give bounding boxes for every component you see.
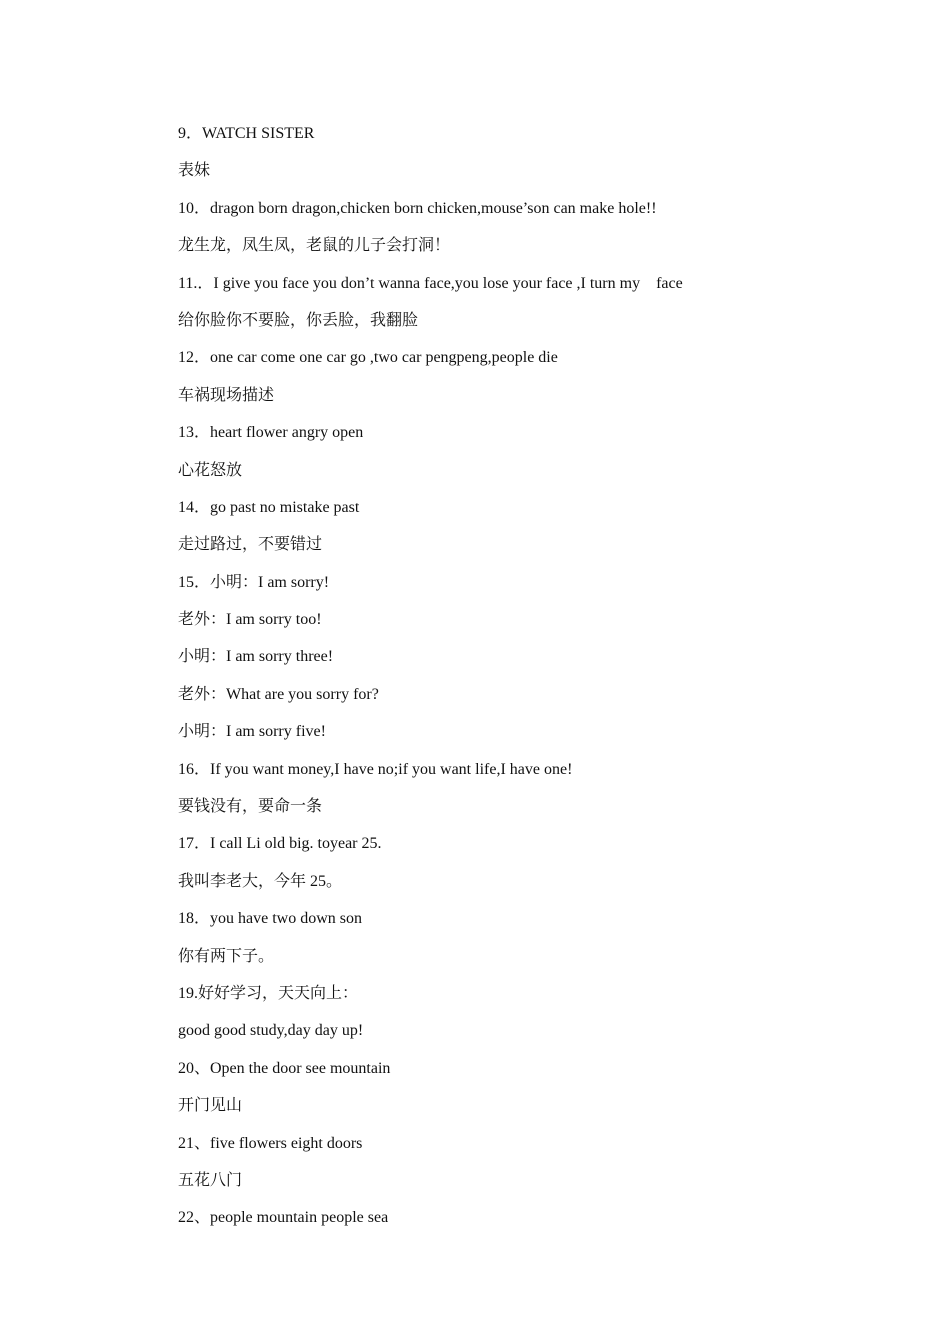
text-line: 19.好好学习，天天向上： bbox=[178, 984, 359, 1002]
text-line: 小明：I am sorry five! bbox=[178, 723, 326, 741]
text-line: 我叫李老大，今年 25。 bbox=[178, 872, 343, 890]
text-line: 开门见山 bbox=[178, 1097, 243, 1115]
text-line: 11.．I give you face you don’t wanna face,you lose your face ,I turn my face bbox=[178, 274, 683, 292]
text-line: 18．you have two down son bbox=[178, 910, 362, 928]
text-line: 13．heart flower angry open bbox=[178, 424, 364, 442]
text-line: 17．I call Li old big. toyear 25. bbox=[178, 835, 382, 853]
text-line: 14．go past no mistake past bbox=[178, 498, 360, 516]
text-line: 9．WATCH SISTER bbox=[178, 125, 315, 142]
text-line: 给你脸你不要脸，你丢脸，我翻脸 bbox=[178, 311, 419, 329]
text-line: 五花八门 bbox=[178, 1171, 243, 1189]
document-body bbox=[178, 122, 878, 1244]
text-line: 老外：What are you sorry for? bbox=[178, 685, 379, 703]
text-line: 车祸现场描述 bbox=[178, 386, 275, 404]
text-line: 10．dragon born dragon,chicken born chicken,mouse’son can make hole!! bbox=[178, 199, 657, 217]
text-line: 12．one car come one car go ,two car pengpeng,people die bbox=[178, 349, 558, 367]
text-line: 龙生龙，凤生凤，老鼠的儿子会打洞！ bbox=[178, 237, 451, 255]
text-line: 表妹 bbox=[178, 162, 211, 180]
text-line: 心花怒放 bbox=[178, 461, 243, 479]
text-line: 你有两下子。 bbox=[178, 947, 275, 965]
text-line: 21、five flowers eight doors bbox=[178, 1134, 363, 1152]
text-line: good good study,day day up! bbox=[178, 1022, 364, 1040]
text-line: 22、people mountain people sea bbox=[178, 1209, 389, 1227]
text-line: 20、Open the door see mountain bbox=[178, 1059, 391, 1077]
text-line: 15．小明：I am sorry! bbox=[178, 573, 330, 591]
text-line: 老外：I am sorry too! bbox=[178, 611, 322, 629]
text-line: 走过路过，不要错过 bbox=[178, 536, 323, 554]
text-line: 16．If you want money,I have no;if you want life,I have one! bbox=[178, 760, 573, 778]
text-line: 小明：I am sorry three! bbox=[178, 648, 334, 666]
text-line: 要钱没有，要命一条 bbox=[178, 798, 323, 816]
